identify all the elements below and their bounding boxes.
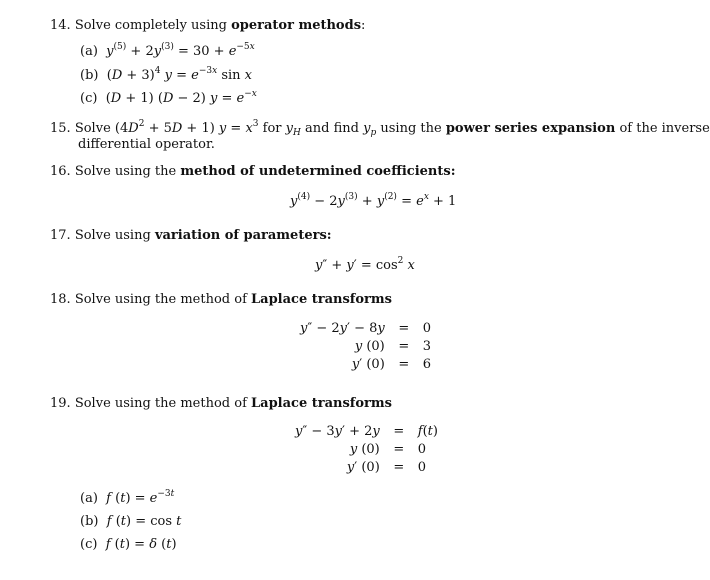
part-label: (c)	[80, 91, 98, 106]
problem-number: 17.	[50, 228, 71, 243]
problem-keyword: Laplace transforms	[251, 396, 392, 411]
problem-14-heading: 14. Solve completely using operator methods:	[50, 18, 366, 33]
problem-19-system	[295, 423, 438, 477]
problem-number: 16.	[50, 164, 71, 179]
part-equation: f (t) = cos t	[102, 514, 182, 529]
part-label: (a)	[80, 491, 98, 506]
system-row: y′ (0) = 0	[346, 460, 427, 475]
problem-number: 19.	[50, 396, 71, 411]
problem-keyword: power series expansion	[445, 121, 616, 136]
part-label: (b)	[80, 68, 99, 83]
problem-number: 14.	[50, 18, 71, 33]
problem-17-heading: 17. Solve using variation of parameters:	[50, 228, 332, 243]
problem-19c	[80, 537, 177, 553]
problem-text: Solve completely using	[74, 18, 227, 33]
part-equation: $(D + 3)^4$ $y = e^{-3x}$ sin x	[106, 66, 253, 83]
particular-solution-symbol: $y_p$	[363, 121, 377, 138]
part-equation: f (t) = δ (t)	[101, 537, 177, 552]
operator-equation: $(4D^2 + 5D + 1) y = x^3$	[114, 119, 259, 136]
part-label: (b)	[80, 514, 99, 529]
part-label: (a)	[80, 44, 98, 59]
problem-14a	[80, 44, 255, 60]
system-row: y′ (0) = 6	[351, 357, 432, 372]
part-equation: f $(t) = e^{-3t}$	[102, 489, 175, 506]
system-row: y (0) = 0	[349, 442, 427, 457]
problem-16-heading: 16. Solve using the method of undetermined coefficients:	[50, 164, 456, 179]
problem-16-equation: $y^{(4)} - 2y^{(3)} + y^{(2)} = e^x + 1$	[290, 192, 457, 209]
problem-19-heading: 19. Solve using the method of Laplace transforms	[50, 396, 392, 411]
problem-18-heading: 18. Solve using the method of Laplace transforms	[50, 292, 392, 307]
problem-14b	[80, 68, 252, 84]
problem-keyword: variation of parameters:	[154, 228, 332, 243]
problem-15-line-1: 15. Solve $(4D^2 + 5D + 1) y = x^3$ for $y_H$ and find $y_p$ using the power series expansion of the inverse	[50, 119, 710, 138]
problem-keyword: method of undetermined coefficients:	[180, 164, 456, 179]
problem-19b	[80, 514, 181, 530]
system-row: y″ − 3y′ + 2y = f(t)	[295, 424, 438, 439]
part-equation: (D + 1) (D − 2) $y = e^{-x}$	[105, 89, 257, 106]
problem-keyword: operator methods	[231, 18, 362, 33]
problem-15-line-2: differential operator.	[78, 137, 215, 152]
problem-19a	[80, 491, 174, 507]
problem-number: 15.	[50, 121, 71, 136]
part-label: (c)	[80, 537, 98, 552]
problem-keyword: Laplace transforms	[251, 292, 392, 307]
problem-number: 18.	[50, 292, 71, 307]
problem-17-equation: $y'' + y' = \cos^2 x$	[315, 256, 415, 273]
part-equation: $y^{(5)} + 2y^{(3)} = 30 + e^{-5x}$	[102, 42, 255, 59]
problem-14c	[80, 91, 257, 107]
problem-18-system	[300, 320, 431, 374]
system-row: y″ − 2y′ − 8y = 0	[300, 321, 432, 336]
homogeneous-solution-symbol: $y_H$	[285, 121, 301, 138]
system-row: y (0) = 3	[354, 339, 432, 354]
